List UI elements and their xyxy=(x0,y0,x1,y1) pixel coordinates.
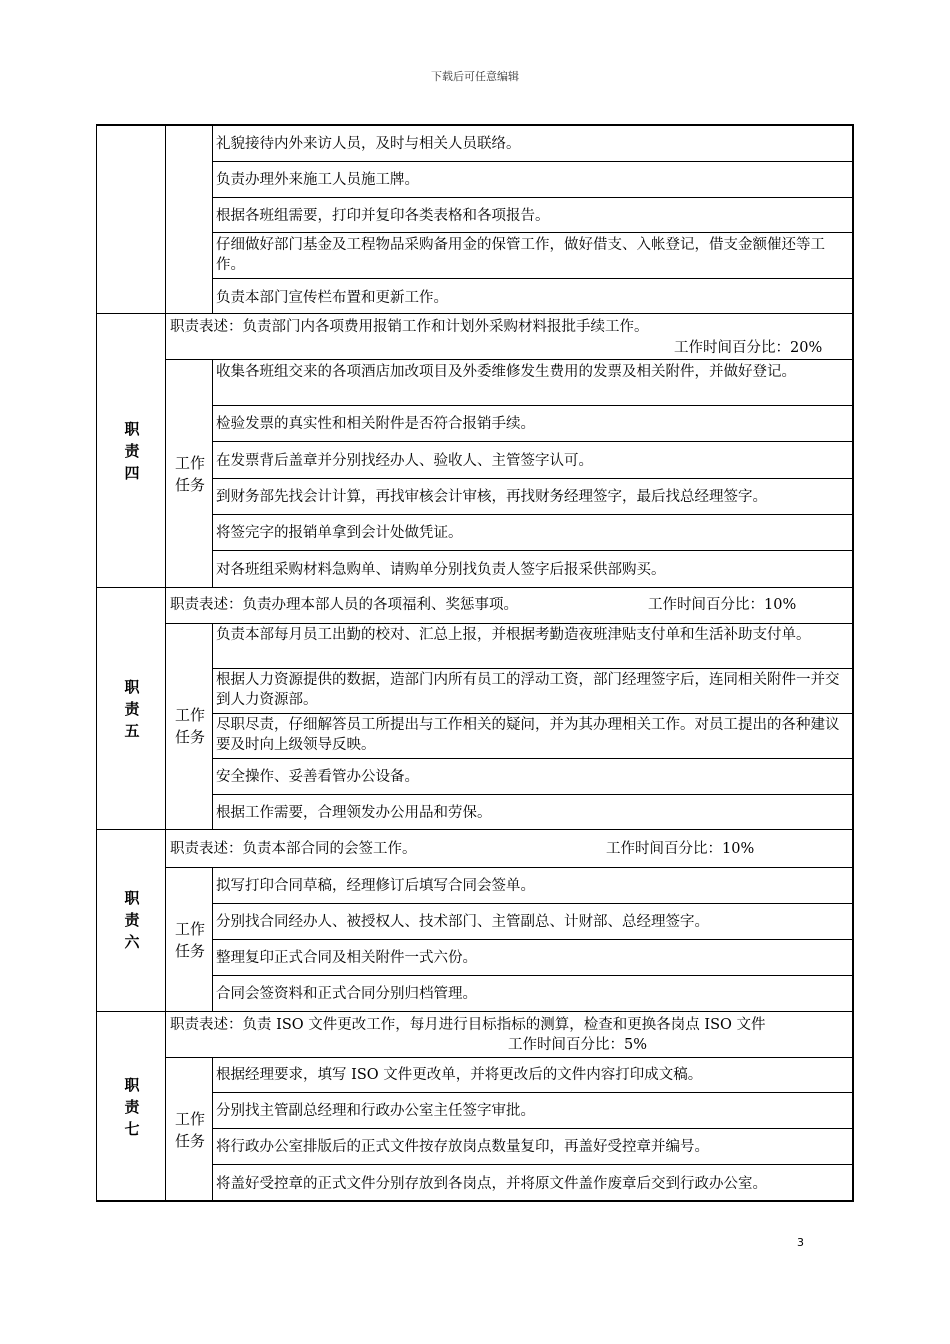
row-divider xyxy=(212,1092,854,1093)
table-border-right xyxy=(852,124,854,1202)
section-divider xyxy=(96,313,854,314)
task-cell: 分别找合同经办人、被授权人、技术部门、主管副总、计财部、总经理签字。 xyxy=(216,914,709,930)
table-border-left xyxy=(96,124,97,1202)
statement-divider xyxy=(165,1057,854,1058)
task-cell: 根据经理要求，填写 ISO 文件更改单，并将更改后的文件内容打印成文稿。 xyxy=(216,1067,703,1083)
row-divider xyxy=(212,514,854,515)
task-cell: 根据工作需要，合理领发办公用品和劳保。 xyxy=(216,805,492,821)
column-divider-2 xyxy=(212,124,213,313)
tasks-label: 工作任务 xyxy=(174,1110,205,1150)
tasks-label: 工作任务 xyxy=(174,706,205,746)
row-divider xyxy=(212,939,854,940)
table-border-top xyxy=(96,124,854,126)
duty-statement: 职责表述：负责办理本部人员的各项福利、奖惩事项。 xyxy=(170,597,518,613)
duty-statement: 职责表述：负责本部合同的会签工作。 xyxy=(170,841,417,857)
task-cell: 到财务部先找会计计算，再找审核会计审核，再找财务经理签字，最后找总经理签字。 xyxy=(216,489,767,505)
row-divider xyxy=(212,232,854,233)
task-cell: 对各班组采购材料急购单、请购单分别找负责人签字后报采供部购买。 xyxy=(216,562,666,578)
task-cell: 根据人力资源提供的数据，造部门内所有员工的浮动工资，部门经理签字后，连同相关附件一并交到人力资源部。 xyxy=(216,672,840,708)
row-divider xyxy=(212,441,854,442)
tasks-label: 工作任务 xyxy=(174,454,205,494)
row-divider xyxy=(212,197,854,198)
duty-label: 职责六 xyxy=(124,889,140,951)
duty-label: 职责四 xyxy=(124,420,140,482)
task-cell: 分别找主管副总经理和行政办公室主任签字审批。 xyxy=(216,1103,535,1119)
page-header-note: 下载后可任意编辑 xyxy=(431,70,519,83)
task-cell: 检验发票的真实性和相关附件是否符合报销手续。 xyxy=(216,416,535,432)
time-percentage: 工作时间百分比：10% xyxy=(606,841,755,857)
row-divider xyxy=(212,278,854,279)
row-divider xyxy=(212,668,854,669)
time-percentage: 工作时间百分比：20% xyxy=(674,340,823,356)
table-border-bottom xyxy=(96,1200,854,1202)
row-divider xyxy=(212,478,854,479)
section-divider xyxy=(96,1011,854,1012)
task-cell: 根据各班组需要，打印并复印各类表格和各项报告。 xyxy=(216,208,550,224)
row-divider xyxy=(212,758,854,759)
row-divider xyxy=(212,1128,854,1129)
row-divider xyxy=(212,794,854,795)
row-divider xyxy=(212,405,854,406)
task-cell: 合同会签资料和正式合同分别归档管理。 xyxy=(216,986,477,1002)
duty-label: 职责七 xyxy=(124,1076,140,1138)
statement-divider xyxy=(165,623,854,624)
task-cell: 仔细做好部门基金及工程物品采购备用金的保管工作，做好借支、入帐登记，借支金额催还等工作。 xyxy=(216,237,825,273)
duty-statement: 职责表述：负责 ISO 文件更改工作，每月进行目标指标的测算，检查和更换各岗点 ISO 文件 xyxy=(170,1017,766,1033)
column-divider-2 xyxy=(212,623,213,829)
task-cell: 负责本部门宣传栏布置和更新工作。 xyxy=(216,290,448,306)
task-cell: 将盖好受控章的正式文件分别存放到各岗点，并将原文件盖作废章后交到行政办公室。 xyxy=(216,1176,767,1192)
row-divider xyxy=(212,903,854,904)
column-divider-2 xyxy=(212,1057,213,1202)
page-number: 3 xyxy=(797,1236,804,1249)
row-divider xyxy=(212,1164,854,1165)
time-percentage: 工作时间百分比：5% xyxy=(508,1037,648,1053)
row-divider xyxy=(212,161,854,162)
row-divider xyxy=(212,975,854,976)
statement-divider xyxy=(165,867,854,868)
task-cell: 拟写打印合同草稿，经理修订后填写合同会签单。 xyxy=(216,878,535,894)
duty-label: 职责五 xyxy=(124,678,140,740)
duty-statement: 职责表述：负责部门内各项费用报销工作和计划外采购材料报批手续工作。 xyxy=(170,319,649,335)
task-cell: 收集各班组交来的各项酒店加改项目及外委维修发生费用的发票及相关附件，并做好登记。 xyxy=(216,364,796,380)
task-cell: 将签完字的报销单拿到会计处做凭证。 xyxy=(216,525,463,541)
task-cell: 安全操作、妥善看管办公设备。 xyxy=(216,769,419,785)
task-cell: 尽职尽责，仔细解答员工所提出与工作相关的疑问，并为其办理相关工作。对员工提出的各种建议要及时向上级领导反映。 xyxy=(216,717,840,753)
duties-table xyxy=(96,124,854,1202)
section-divider xyxy=(96,587,854,588)
task-cell: 负责本部每月员工出勤的校对、汇总上报，并根据考勤造夜班津贴支付单和生活补助支付单。 xyxy=(216,627,811,643)
task-cell: 将行政办公室排版后的正式文件按存放岗点数量复印，再盖好受控章并编号。 xyxy=(216,1139,709,1155)
column-divider-2 xyxy=(212,359,213,587)
tasks-label: 工作任务 xyxy=(174,920,205,960)
row-divider xyxy=(212,550,854,551)
task-cell: 在发票背后盖章并分别找经办人、验收人、主管签字认可。 xyxy=(216,453,593,469)
task-cell: 整理复印正式合同及相关附件一式六份。 xyxy=(216,950,477,966)
time-percentage: 工作时间百分比：10% xyxy=(648,597,797,613)
task-cell: 礼貌接待内外来访人员，及时与相关人员联络。 xyxy=(216,136,521,152)
section-divider xyxy=(96,829,854,830)
statement-divider xyxy=(165,359,854,360)
column-divider-1 xyxy=(165,124,166,1202)
task-cell: 负责办理外来施工人员施工牌。 xyxy=(216,172,419,188)
row-divider xyxy=(212,713,854,714)
